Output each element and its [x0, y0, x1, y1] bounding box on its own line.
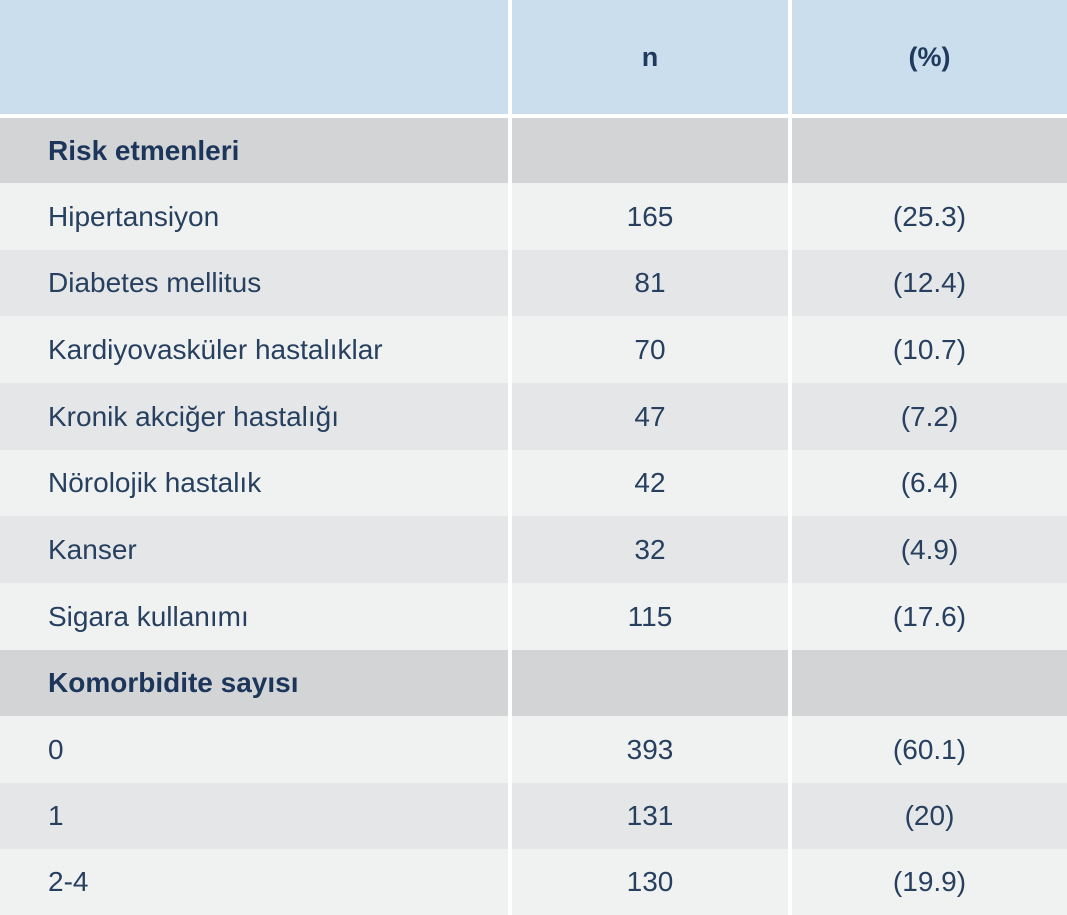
row-n: 70: [512, 316, 788, 383]
row-n: 393: [512, 716, 788, 783]
row-label: Hipertansiyon: [0, 183, 508, 250]
section-empty-n: [512, 118, 788, 183]
row-percent: (20): [792, 783, 1067, 849]
row-label: 1: [0, 783, 508, 849]
section-empty-percent: [792, 118, 1067, 183]
row-label: 2-4: [0, 849, 508, 915]
row-percent: (25.3): [792, 183, 1067, 250]
row-percent: (10.7): [792, 316, 1067, 383]
row-label: Kanser: [0, 516, 508, 583]
section-header-comorbidity: [0, 650, 1067, 716]
row-percent: (17.6): [792, 583, 1067, 650]
row-n: 42: [512, 450, 788, 516]
header-cell-percent: (%): [792, 0, 1067, 114]
row-percent: (12.4): [792, 250, 1067, 316]
header-cell-n: n: [512, 0, 788, 114]
row-label: Diabetes mellitus: [0, 250, 508, 316]
row-label: Sigara kullanımı: [0, 583, 508, 650]
section-header-risk: [0, 118, 1067, 183]
table-row: [0, 250, 1067, 316]
row-n: 81: [512, 250, 788, 316]
table-row: [0, 183, 1067, 250]
section-title: Risk etmenleri: [0, 118, 508, 183]
table-row: [0, 583, 1067, 650]
row-n: 131: [512, 783, 788, 849]
row-n: 130: [512, 849, 788, 915]
table-row: [0, 783, 1067, 849]
section-title: Komorbidite sayısı: [0, 650, 508, 716]
row-label: Kardiyovasküler hastalıklar: [0, 316, 508, 383]
row-n: 32: [512, 516, 788, 583]
row-percent: (4.9): [792, 516, 1067, 583]
row-n: 47: [512, 383, 788, 450]
row-percent: (6.4): [792, 450, 1067, 516]
table-row: [0, 383, 1067, 450]
section-empty-n: [512, 650, 788, 716]
table-row: [0, 516, 1067, 583]
header-cell-label: [0, 0, 508, 114]
row-percent: (7.2): [792, 383, 1067, 450]
row-label: 0: [0, 716, 508, 783]
row-label: Kronik akciğer hastalığı: [0, 383, 508, 450]
row-n: 165: [512, 183, 788, 250]
row-percent: (60.1): [792, 716, 1067, 783]
row-label: Nörolojik hastalık: [0, 450, 508, 516]
table-row: [0, 450, 1067, 516]
table-row: [0, 716, 1067, 783]
row-n: 115: [512, 583, 788, 650]
row-percent: (19.9): [792, 849, 1067, 915]
table-row: [0, 849, 1067, 915]
table-row: [0, 316, 1067, 383]
section-empty-percent: [792, 650, 1067, 716]
table-header-row: [0, 0, 1067, 114]
